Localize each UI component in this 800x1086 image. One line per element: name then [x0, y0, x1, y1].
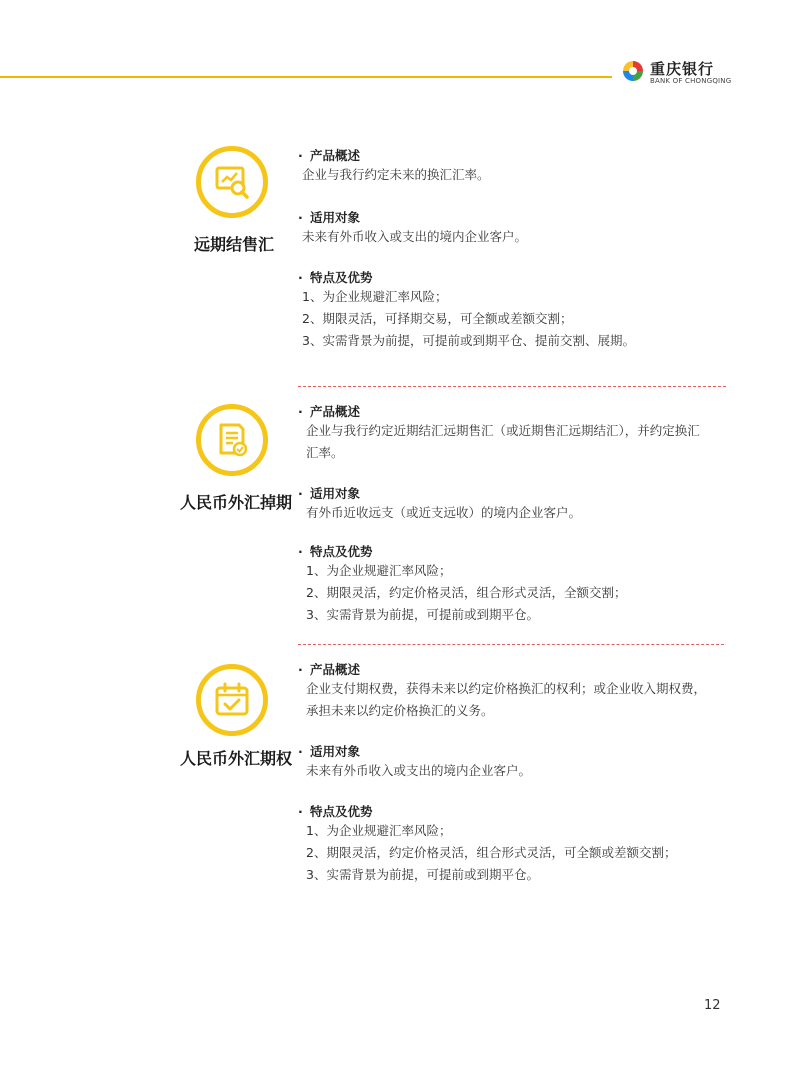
block-features — [298, 542, 738, 626]
section-icon-circle — [196, 404, 268, 476]
section-title: 远期结售汇 — [194, 235, 275, 254]
block-text: 1、为企业规避汇率风险； — [306, 823, 452, 838]
block-heading: 特点及优势 — [310, 544, 373, 559]
bullet: · — [298, 744, 303, 759]
section-icon-circle — [196, 146, 268, 218]
bank-logo — [622, 58, 752, 90]
section-divider — [298, 644, 724, 645]
block-target — [298, 742, 738, 782]
block-text: 1、为企业规避汇率风险； — [302, 289, 448, 304]
header-rule — [0, 76, 612, 78]
block-heading: 产品概述 — [310, 404, 361, 419]
block-text: 汇率。 — [306, 445, 344, 460]
block-heading: 适用对象 — [310, 486, 361, 501]
block-text: 有外币近收远支（或近支远收）的境内企业客户。 — [306, 505, 582, 520]
bank-logo-icon — [622, 60, 644, 82]
chart-magnifier-icon — [214, 164, 250, 200]
block-text: 承担未来以约定价格换汇的义务。 — [306, 703, 494, 718]
document-check-icon — [214, 422, 250, 458]
block-text: 2、期限灵活，约定价格灵活，组合形式灵活，可全额或差额交割； — [306, 845, 677, 860]
block-text: 未来有外币收入或支出的境内企业客户。 — [302, 229, 528, 244]
block-text: 企业支付期权费，获得未来以约定价格换汇的权利；或企业收入期权费， — [306, 681, 707, 696]
section-icon-circle — [196, 664, 268, 736]
bullet: · — [298, 662, 303, 677]
block-text: 3、实需背景为前提，可提前或到期平仓。 — [306, 867, 539, 882]
block-target — [298, 484, 738, 524]
bullet: · — [298, 486, 303, 501]
bank-name-cn: 重庆银行 — [650, 60, 715, 78]
calendar-check-icon — [214, 682, 250, 718]
block-heading: 适用对象 — [310, 210, 361, 225]
bullet: · — [298, 270, 303, 285]
block-features — [298, 802, 738, 886]
block-overview — [298, 402, 738, 464]
bullet: · — [298, 404, 303, 419]
section-title: 人民币外汇期权 — [180, 749, 293, 768]
section-title: 人民币外汇掉期 — [180, 493, 293, 512]
bullet: · — [298, 148, 303, 163]
block-text: 2、期限灵活，可择期交易，可全额或差额交割； — [302, 311, 573, 326]
block-text: 1、为企业规避汇率风险； — [306, 563, 452, 578]
block-heading: 特点及优势 — [310, 804, 373, 819]
block-overview — [298, 146, 738, 186]
block-text: 企业与我行约定未来的换汇汇率。 — [302, 167, 490, 182]
block-text: 3、实需背景为前提，可提前或到期平仓。 — [306, 607, 539, 622]
block-heading: 适用对象 — [310, 744, 361, 759]
block-heading: 特点及优势 — [310, 270, 373, 285]
section-divider — [298, 386, 726, 387]
bullet: · — [298, 544, 303, 559]
block-text: 3、实需背景为前提，可提前或到期平仓、提前交割、展期。 — [302, 333, 635, 348]
block-text: 未来有外币收入或支出的境内企业客户。 — [306, 763, 532, 778]
block-heading: 产品概述 — [310, 148, 361, 163]
bullet: · — [298, 210, 303, 225]
page-number: 12 — [704, 998, 721, 1013]
block-heading: 产品概述 — [310, 662, 361, 677]
block-text: 企业与我行约定近期结汇远期售汇（或近期售汇远期结汇），并约定换汇 — [306, 423, 700, 438]
block-features — [298, 268, 738, 352]
block-target — [298, 208, 738, 248]
block-text: 2、期限灵活，约定价格灵活，组合形式灵活，全额交割； — [306, 585, 627, 600]
bank-name-en: BANK OF CHONGQING — [650, 77, 732, 85]
block-overview — [298, 660, 738, 722]
bullet: · — [298, 804, 303, 819]
